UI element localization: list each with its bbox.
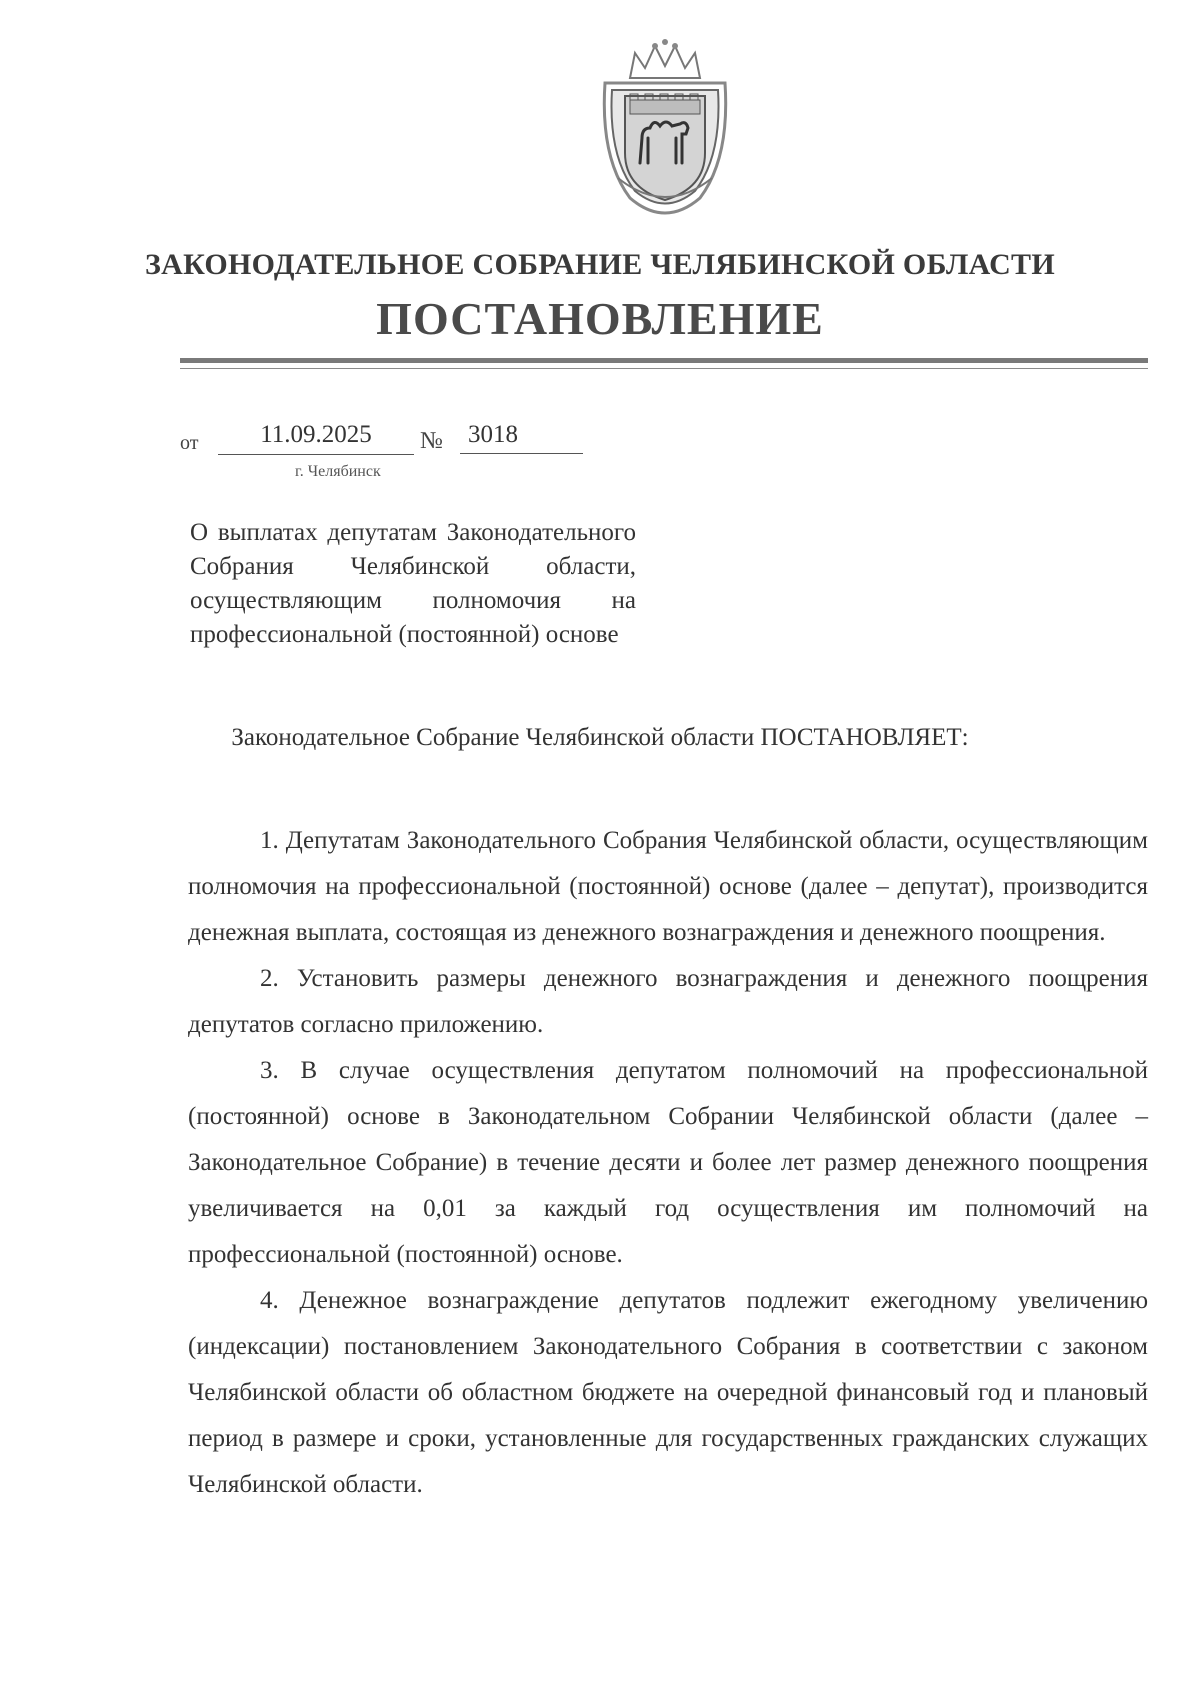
document-body xyxy=(188,818,1148,1508)
chelyabinsk-coat-of-arms-icon xyxy=(590,38,740,228)
header-divider-thin xyxy=(180,368,1148,369)
paragraph-3: 3. В случае осуществления депутатом полномочий на профессиональной (постоянной) основе в Законодательном Собрании Челябинской области (далее – Законодательное Собрание) в течение десяти и более лет размер денежного поощрения увеличивается на 0,01 за каждый год осуществления им полномочий на профессиональной (постоянной) основе. xyxy=(188,1057,1148,1268)
document-date: 11.09.2025 xyxy=(218,421,414,455)
city-label: г. Челябинск xyxy=(295,463,381,480)
paragraph-2: 2. Установить размеры денежного вознаграждения и денежного поощрения депутатов согласно приложению. xyxy=(188,965,1148,1038)
paragraph-4: 4. Денежное вознаграждение депутатов подлежит ежегодному увеличению (индексации) постановлением Законодательного Собрания в соответствии с законом Челябинской области об областном бюджете на очередной финансовый год и плановый период в размере и сроки, установленные для государственных гражданских служащих Челябинской области. xyxy=(188,1287,1148,1498)
document-type-title: ПОСТАНОВЛЕНИЕ xyxy=(376,293,824,344)
date-prefix-label: от xyxy=(180,432,199,454)
paragraph-1: 1. Депутатам Законодательного Собрания Челябинской области, осуществляющим полномочия на профессиональной (постоянной) основе (далее – депутат), производится денежная выплата, состоящая из денежного вознаграждения и денежного поощрения. xyxy=(188,827,1148,946)
document-number: 3018 xyxy=(460,421,583,454)
header-divider-thick xyxy=(180,358,1148,363)
organization-title: ЗАКОНОДАТЕЛЬНОЕ СОБРАНИЕ ЧЕЛЯБИНСКОЙ ОБЛАСТИ xyxy=(145,248,1055,281)
preamble: Законодательное Собрание Челябинской области ПОСТАНОВЛЯЕТ: xyxy=(231,724,969,751)
number-sign-label: № xyxy=(420,428,443,454)
document-subject: О выплатах депутатам Законодательного Собрания Челябинской области, осуществляющим полномочия на профессиональной (постоянной) основе xyxy=(190,519,636,648)
